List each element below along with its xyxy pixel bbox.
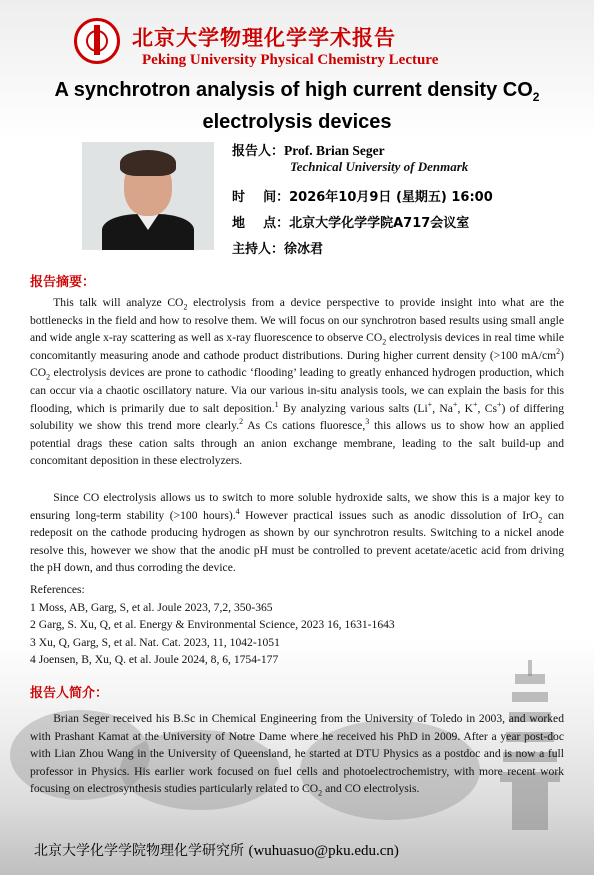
header [0, 8, 594, 68]
abstract-paragraph-1: This talk will analyze $CO_2$ electrolysis from a device perspective to provide insight into what are the bottlenecks in the field and how to resolve them. We will focus on our synchrotron based results using small angle and wide angle x-ray scattering as well as x-ray fluorescence to observe $CO_2$ electrolysis devices in real time while concomitantly measuring anode and cathode product distributions. During higher current density (>100 $mA/cm^2$) $CO_2$ electrolysis devices are prone to cathodic ‘flooding’ leading to greatly enhanced hydrogen production, which can occur via a chaotic oscillatory nature. Via our various in-situ analysis tools, we can explain the basis for this flooding, which is primarily due to salt deposition.$^1$ By analyzing various salts (Li+, Na+, K+, Cs+) of differing solubility we show this trend more clearly.$^2$ As Cs cations fluoresce,$^3$ this allows us to show how an applied potential drags these cation salts through an anion exchange membrane, leading to the salt build-up and concomitant deposition in these electrolyzers. [30, 296, 565, 468]
bio-heading: 报告人简介： [30, 686, 109, 701]
place-label: 地 点： [232, 216, 290, 231]
lecture-title-subscript: 2 [532, 90, 540, 104]
host-value: 徐冰君 [284, 242, 324, 257]
host-label: 主持人： [232, 242, 285, 257]
speaker-affiliation: Technical University of Denmark [290, 159, 469, 174]
reference-item: 3 Xu, Q, Garg, S, et al. Nat. Cat. 2023, 11, 1042-1051 [30, 635, 280, 649]
reference-item: 4 Joensen, B, Xu, Q. et al. Joule 2024, 8, 6, 1754-177 [30, 653, 279, 667]
footer-email: (wuhuasuo@pku.edu.cn) [248, 843, 399, 859]
bio-paragraph: Brian Seger received his B.Sc in Chemical Engineering from the University of Toledo in 2003, and worked with Prashant Kamat at the University of Notre Dame where he received his PhD in 2009. After a year post-doc with Lian Zhou Wang in the University of Queensland, he started at DTU Physics as a postdoc and is now a full professor in Physics. His earlier work focused on fuel cells and photoelectrochemistry, with more recent work focusing on electrosynthesis studies particularly related to $CO_2$ and CO electrolysis. [30, 712, 564, 798]
lecture-title-line1: A synchrotron analysis of high current density CO [54, 79, 533, 101]
time-value: 2026年10月9日 (星期五) 16:00 [289, 190, 493, 205]
time-label: 时 间： [232, 190, 290, 205]
reference-item: 2 Garg, S. Xu, Q, et al. Energy & Environmental Science, 2023 16, 1631-1643 [30, 618, 395, 632]
reference-item: 1 Moss, AB, Garg, S, et al. Joule 2023, 7,2, 350-365 [30, 600, 273, 614]
speaker-photo [82, 142, 214, 250]
abstract-heading: 报告摘要： [30, 275, 96, 290]
place-line [232, 212, 469, 231]
abstract-paragraph-2: Since CO electrolysis allows us to switch to more soluble hydroxide salts, we show this is a major key to ensuring long-term stability (>100 hours).$^4$ However practical issues such as anodic dissolution of IrO$_2$ can redeposit on the cathode producing hydrogen as shown by our synchrotron results. Switching to a nickel anode resolve this, however we show that the anodic pH must be controlled to prevent acetate/acetic acid from driving the pH down, and thus corroding the device. [30, 491, 564, 575]
references [30, 581, 395, 669]
speaker-line [232, 140, 385, 159]
footer-org: 北京大学化学学院物理化学研究所 [34, 843, 244, 859]
lecture-title-line2: electrolysis devices [202, 111, 392, 133]
place-value: 北京大学化学学院A717会议室 [289, 216, 470, 231]
footer [34, 840, 399, 860]
lecture-title [0, 78, 594, 135]
speaker-name: Prof. Brian Seger [284, 143, 385, 158]
peking-university-seal-icon [74, 18, 120, 64]
time-line [232, 186, 493, 205]
references-heading: References: [30, 583, 85, 596]
host-line [232, 238, 323, 257]
title-english: Peking University Physical Chemistry Lecture [142, 52, 439, 68]
title-chinese: 北京大学物理化学学术报告 [132, 26, 396, 50]
speaker-label: 报告人： [232, 144, 285, 159]
